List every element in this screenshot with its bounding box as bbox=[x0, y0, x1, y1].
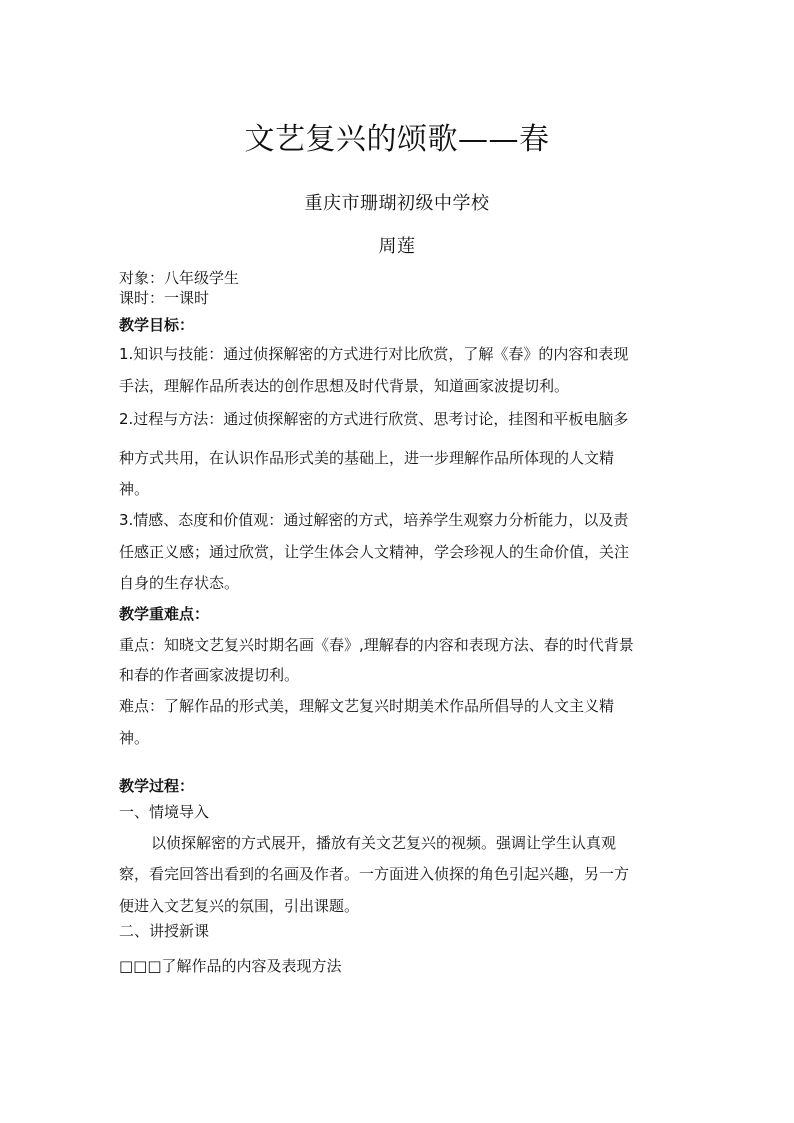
objective-3-line-3: 自身的生存状态。 bbox=[119, 574, 240, 592]
objective-2-line-2: 种方式共用，在认识作品形式美的基础上，进一步理解作品所体现的人文精 bbox=[119, 449, 615, 467]
section-2-item-1: □□□了解作品的内容及表现方法 bbox=[119, 957, 342, 975]
school-name: 重庆市珊瑚初级中学校 bbox=[304, 193, 490, 214]
section-1-line-2: 察，看完回答出看到的名画及作者。一方面进入侦探的角色引起兴趣，另一方 bbox=[119, 865, 630, 883]
key-point-line-1: 重点：知晓文艺复兴时期名画《春》,理解春的内容和表现方法、春的时代背景 bbox=[119, 636, 634, 654]
section-1-line-1: 以侦探解密的方式展开，播放有关文艺复兴的视频。强调让学生认真观 bbox=[151, 834, 617, 852]
objective-1-line-1: 1.知识与技能：通过侦探解密的方式进行对比欣赏，了解《春》的内容和表现 bbox=[119, 345, 629, 363]
audience-line: 对象：八年级学生 bbox=[119, 269, 240, 287]
document-title: 文艺复兴的颂歌——春 bbox=[244, 122, 550, 157]
difficult-point-line-2: 神。 bbox=[119, 729, 150, 747]
duration-line: 课时：一课时 bbox=[119, 289, 210, 307]
section-1-line-3: 便进入文艺复兴的氛围，引出课题。 bbox=[119, 897, 360, 915]
difficult-point-line-1: 难点：了解作品的形式美，理解文艺复兴时期美术作品所倡导的人文主义精 bbox=[119, 697, 615, 715]
objectives-heading: 教学目标： bbox=[119, 316, 195, 334]
section-1-heading: 一、情境导入 bbox=[119, 803, 210, 821]
key-points-heading: 教学重难点： bbox=[119, 605, 210, 623]
objective-3-line-2: 任感正义感；通过欣赏，让学生体会人文精神，学会珍视人的生命价值，关注 bbox=[119, 543, 630, 561]
section-2-heading: 二、讲授新课 bbox=[119, 922, 210, 940]
objective-2-line-3: 神。 bbox=[119, 480, 150, 498]
process-heading: 教学过程： bbox=[119, 777, 195, 795]
objective-3-line-1: 3.情感、态度和价值观：通过解密的方式，培养学生观察力分析能力，以及责 bbox=[119, 511, 629, 529]
objective-1-line-2: 手法，理解作品所表达的创作思想及时代背景，知道画家波提切利。 bbox=[119, 377, 570, 395]
author-name: 周莲 bbox=[378, 236, 416, 257]
key-point-line-2: 和春的作者画家波提切利。 bbox=[119, 666, 300, 684]
objective-2-line-1: 2.过程与方法：通过侦探解密的方式进行欣赏、思考讨论，挂图和平板电脑多 bbox=[119, 410, 629, 428]
